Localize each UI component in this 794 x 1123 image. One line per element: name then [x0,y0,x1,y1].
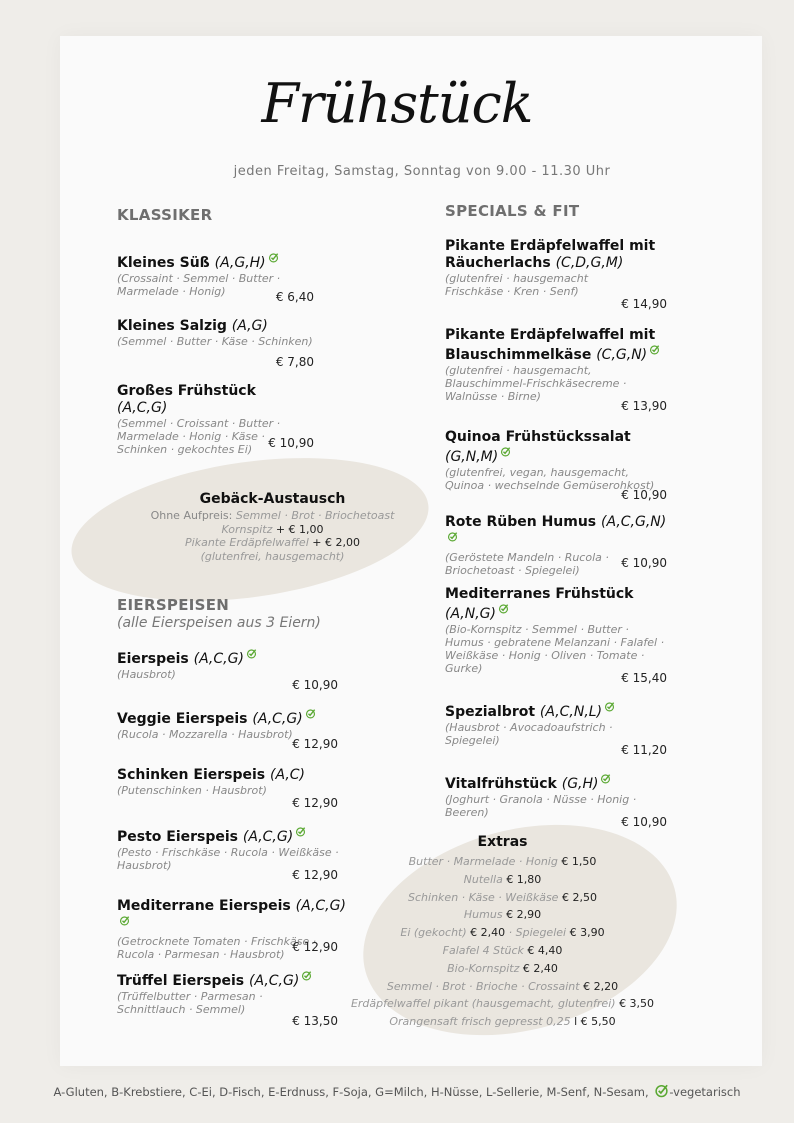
extras-price: € 2,90 [506,908,542,922]
item-description: (Rucola · Mozzarella · Hausbrot) [117,728,293,741]
item-name: Rote Rüben Humus [445,514,597,530]
extras-price: € 2,50 [561,890,597,904]
allergen-codes: (A,C,G) [193,651,244,667]
item-price: € 6,40 [275,290,314,304]
item-description: (Crossaint · Semmel · Butter · Marmelade · Honig) [117,272,281,298]
menu-item [117,648,347,681]
menu-item [445,586,675,675]
extras-line [340,978,665,996]
item-description: (Getrocknete Tomaten · Frischkäse · Rucola · Parmesan · Hausbrot) [117,935,317,961]
allergen-codes: (G,H) [561,776,599,792]
vegetarian-legend-icon [654,1083,669,1098]
vegetarian-icon [600,773,611,784]
item-description: (Geröstete Mandeln · Rucola · Briochetoast · Spiegelei) [445,551,609,577]
item-price: € 10,90 [621,488,667,502]
item-description: (Hausbrot) [117,668,176,681]
allergen-codes: (A,C,G) [295,898,346,914]
extras-price: € 4,40 [527,943,563,957]
item-price: € 12,90 [292,796,338,810]
vegetarian-icon [295,826,306,837]
allergen-codes: (A,C,G,N) [601,514,667,530]
extras-item: Humus [463,908,503,922]
extras-line [340,853,665,871]
extras-heading: Extras [477,834,528,850]
extras-price: € 2,40 [470,926,506,940]
item-name: Trüffel Eierspeis [117,973,245,989]
exchange-price-waffel: + € 2,00 [312,536,360,549]
vegetarian-icon [246,648,257,659]
opening-hours: jeden Freitag, Samstag, Sonntag von 9.00 - 11.30 Uhr [233,164,611,179]
extras-item: Bio-Kornspitz [447,961,520,975]
extras-price: € 1,50 [561,855,597,868]
vegetarian-icon [305,708,316,719]
item-name: Großes Frühstück [117,383,256,399]
item-name: Eierspeis [117,651,189,667]
allergen-codes: (A,C,G) [252,711,303,727]
item-price: € 10,90 [292,678,338,692]
menu-item [117,826,342,872]
item-price: € 13,90 [621,399,667,413]
extras-item: Erdäpfelwaffel pikant (hausgemacht, glutenfrei) [350,997,616,1011]
page-title: Frühstück [261,72,533,135]
item-price: € 12,90 [292,940,338,954]
item-price: € 14,90 [621,297,667,311]
menu-item [117,970,347,1016]
item-name: Veggie Eierspeis [117,711,248,727]
extras-line [340,871,665,889]
item-description: (Trüffelbutter · Parmesan · Schnittlauch · Semmel) [117,990,263,1016]
extras-price: € 3,90 [569,926,605,940]
exchange-free-label: Ohne Aufpreis: [150,509,233,522]
item-name: Kleines Süß [117,255,210,271]
item-description: (glutenfrei · hausgemacht, Blauschimmel-Frischkäsecreme · Walnüsse · Birne) [445,364,627,403]
extras-item: Semmel · Brot · Brioche · Crossaint [386,979,580,993]
item-price: € 12,90 [292,868,338,882]
vegetarian-icon [119,915,130,926]
vegetarian-icon [447,531,458,542]
extras-item: · Spiegelei [508,926,567,940]
section-heading-specials: SPECIALS & FIT [445,202,580,220]
allergen-codes: (G,N,M) [445,449,499,465]
allergen-codes: (A,C,G) [242,829,294,845]
vegetarian-icon [498,603,509,614]
extras-item: Falafel 4 Stück [442,943,524,957]
item-description: (Putenschinken · Hausbrot) [117,784,267,797]
extras-item: Butter · Marmelade · Honig [408,855,558,868]
extras-line [320,995,685,1013]
exchange-free-items: Semmel · Brot · Briochetoast [235,509,395,522]
vegetarian-icon [301,970,312,981]
item-description: (Pesto · Frischkäse · Rucola · Weißkäse · Hausbrot) [117,846,339,872]
pastry-exchange-heading: Gebäck-Austausch [199,491,346,507]
item-price: € 7,80 [275,355,314,369]
allergen-legend-text: A-Gluten, B-Krebstiere, C-Ei, D-Fisch, E-Erdnuss, F-Soja, G=Milch, H-Nüsse, L-Sellerie, M-Senf, N-Sesam, [53,1085,649,1099]
item-description: (Semmel · Butter · Käse · Schinken) [117,335,313,348]
item-price: € 13,50 [292,1014,338,1028]
menu-item [445,701,675,747]
extras-block [340,834,665,1031]
vegetarian-icon [500,446,511,457]
allergen-codes: (C,D,G,M) [555,255,624,271]
item-price: € 10,90 [621,815,667,829]
item-description: (Bio-Kornspitz · Semmel · Butter · Humus · gebratene Melanzani · Falafel · Weißkäse · Honig · Oliven · Tomate · Gurke) [445,623,665,675]
menu-item [445,238,670,298]
item-price: € 12,90 [292,737,338,751]
vegetarian-icon [268,252,279,263]
extras-item: Orangensaft frisch gepresst 0,25 [389,1015,571,1029]
extras-item: Ei (gekocht) [400,926,467,940]
item-name: Kleines Salzig [117,318,227,334]
allergen-codes: (A,N,G) [445,606,496,622]
extras-item: Nutella [463,872,503,886]
vegetarian-icon [649,344,660,355]
item-name: Mediterrane Eierspeis [117,898,291,914]
allergen-codes: (A,G,H) [214,255,266,271]
extras-line [340,942,665,960]
item-name: Schinken Eierspeis [117,767,266,783]
extras-line [340,924,665,942]
item-description: (Joghurt · Granola · Nüsse · Honig · Beeren) [445,793,637,819]
extras-price: € 2,20 [583,979,619,993]
extras-line [340,889,665,907]
item-price: € 11,20 [621,743,667,757]
section-heading-eierspeisen: EIERSPEISEN [117,596,230,614]
extras-price: € 3,50 [619,997,655,1011]
pastry-exchange [130,491,415,563]
allergen-codes: (A,C) [270,767,306,783]
menu-item [445,773,675,819]
exchange-item-kornspitz: Kornspitz [221,522,273,536]
extras-line [340,1013,665,1031]
item-name: Pikante Erdäpfelwaffel mit Blauschimmelkäse [445,327,656,363]
item-price: € 10,90 [268,436,314,450]
item-description: (glutenfrei · hausgemacht Frischkäse · Kren · Senf) [445,272,589,298]
item-description: (glutenfrei, vegan, hausgemacht, Quinoa · wechselnde Gemüserohkost) [445,466,655,492]
item-price: € 15,40 [621,671,667,685]
allergen-codes: (C,G,N) [596,347,648,363]
menu-item [445,327,670,403]
item-price: € 10,90 [621,556,667,570]
item-description: (Hausbrot · Avocadoaufstrich · Spiegelei) [445,721,613,747]
allergen-legend [0,1083,794,1099]
extras-price: € 1,80 [506,872,542,886]
extras-line [340,960,665,978]
exchange-price-kornspitz: + € 1,00 [275,522,324,536]
item-name: Pesto Eierspeis [117,829,239,845]
item-name: Quinoa Frühstückssalat [445,429,631,445]
exchange-item-waffel: Pikante Erdäpfelwaffel [185,536,309,549]
item-description: (Semmel · Croissant · Butter · Marmelade · Honig · Käse · Schinken · gekochtes Ei) [117,417,281,456]
item-name: Spezialbrot [445,704,536,720]
exchange-note: (glutenfrei, hausgemacht) [200,549,345,563]
extras-item: Schinken · Käse · Weißkäse [408,890,559,904]
vegetarian-legend-label: -vegetarisch [669,1085,741,1099]
section-heading-klassiker: KLASSIKER [117,206,213,224]
extras-line [340,906,665,924]
vegetarian-icon [604,701,615,712]
menu-item [117,318,337,348]
extras-price: l € 5,50 [574,1015,616,1029]
extras-price: € 2,40 [522,961,558,975]
item-name: Pikante Erdäpfelwaffel mit Räucherlachs [445,238,656,271]
menu-item [117,767,347,797]
allergen-codes: (A,C,G) [117,400,168,416]
allergen-codes: (A,C,N,L) [539,704,603,720]
allergen-codes: (A,G) [231,318,268,334]
item-name: Vitalfrühstück [445,776,557,792]
section-subheading-eierspeisen: (alle Eierspeisen aus 3 Eiern) [117,615,321,631]
menu-item [445,429,660,492]
item-name: Mediterranes Frühstück [445,586,634,602]
allergen-codes: (A,C,G) [249,973,300,989]
